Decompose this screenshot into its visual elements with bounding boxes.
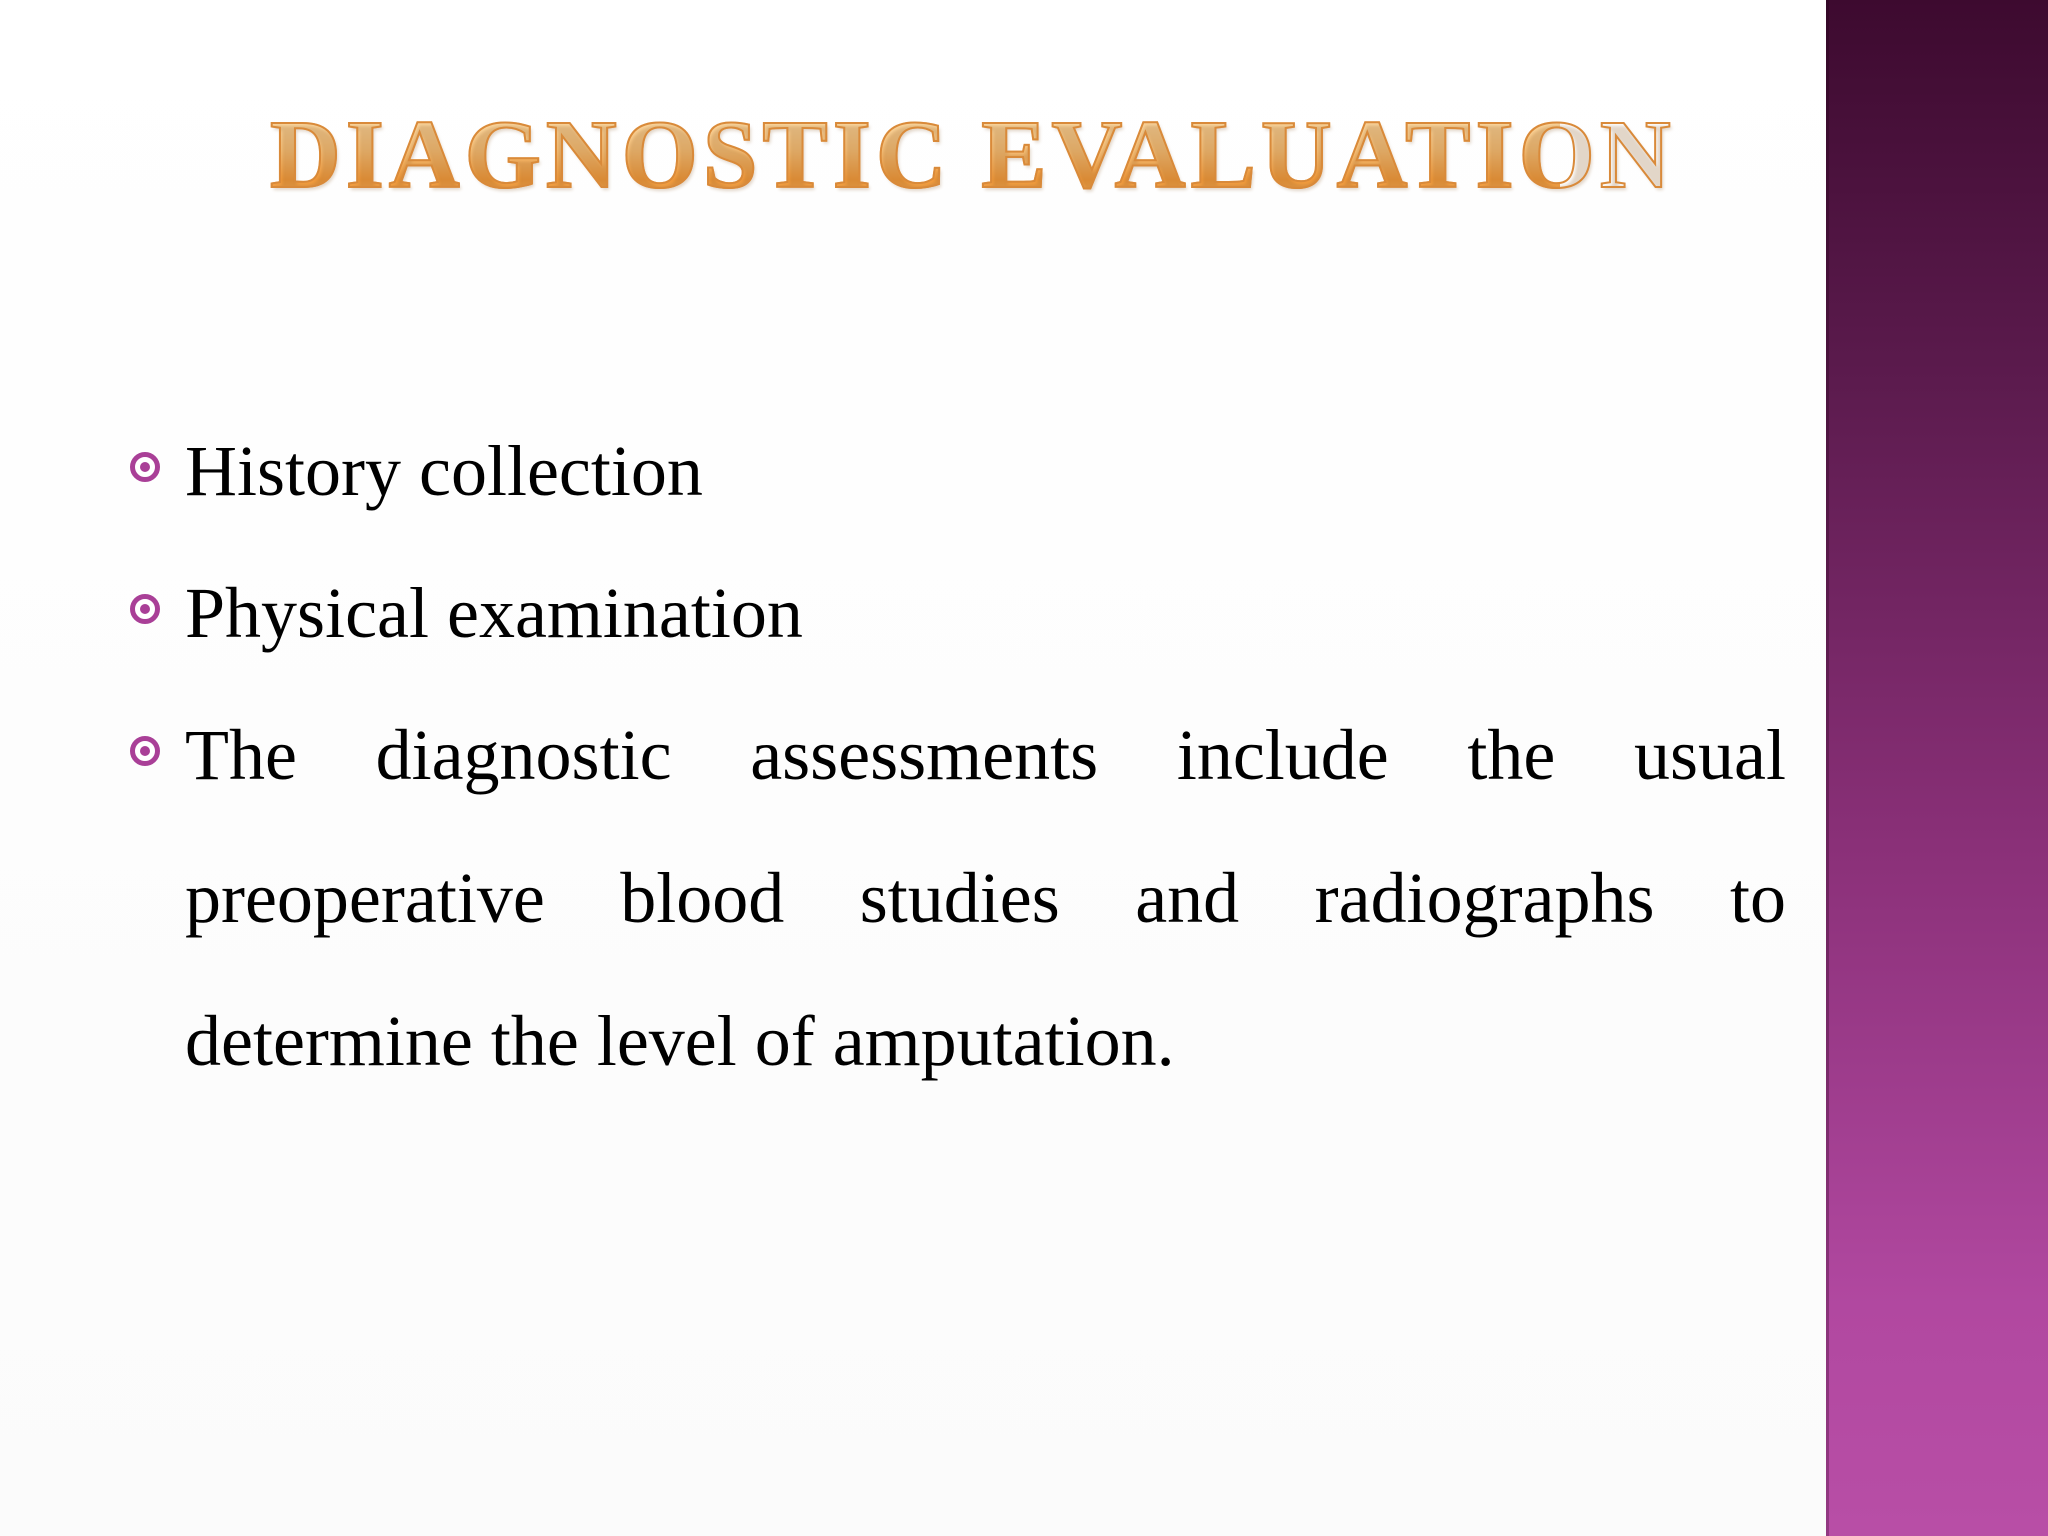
circled-dot-bullet-icon bbox=[130, 452, 160, 482]
bullet-list bbox=[130, 400, 1786, 1113]
bullet-text: History collection bbox=[185, 431, 703, 511]
circled-dot-bullet-icon bbox=[130, 594, 160, 624]
bullet-text: Physical examination bbox=[185, 573, 803, 653]
side-bar-edge bbox=[1826, 0, 1829, 1536]
slide-title: DIAGNOSTIC EVALUATION bbox=[270, 101, 1676, 209]
decorative-side-bar bbox=[1826, 0, 2048, 1536]
bullet-item bbox=[130, 400, 1786, 542]
circled-dot-bullet-icon bbox=[130, 736, 160, 766]
bullet-text: The diagnostic assessments include the usual preoperative blood studies and radiographs to determine the level of amputation. bbox=[185, 715, 1786, 1081]
bullet-item bbox=[130, 542, 1786, 684]
bullet-item bbox=[130, 684, 1786, 1113]
